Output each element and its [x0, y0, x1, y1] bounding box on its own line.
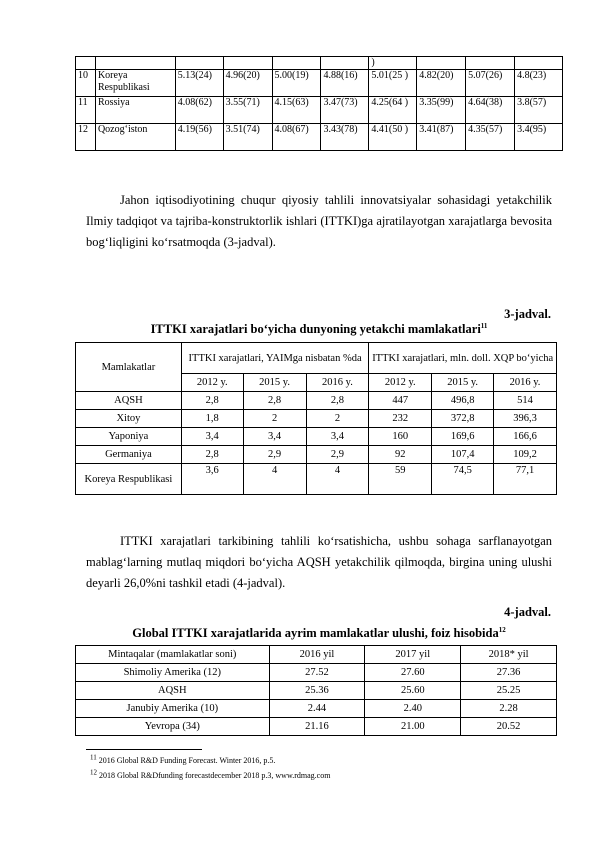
table-row: ): [76, 57, 563, 70]
footnote-divider: [86, 749, 202, 750]
footnote-ref: 12: [498, 625, 506, 634]
table-header-row: [76, 646, 557, 664]
footnote-ref: 11: [480, 321, 488, 330]
column-header: 2016 y.: [494, 374, 557, 392]
table-row: Shimoliy Amerika (12) 27.52 27.60 27.36: [76, 664, 557, 682]
global-share-table: [75, 645, 557, 736]
column-header: 2015 y.: [432, 374, 494, 392]
table-row: Germaniya 2,8 2,9 2,9 92 107,4 109,2: [76, 446, 557, 464]
rd-expenditure-table: [75, 342, 557, 495]
column-header: 2016 yil: [269, 646, 365, 664]
table-row: Xitoy 1,8 2 2 232 372,8 396,3: [76, 410, 557, 428]
table-row: 10 Koreya Respublikasi 5.13(24) 4.96(20) 5.00(19) 4.88(16) 5.01(25 ) 4.82(20) 5.07(26) 4.8(23): [76, 70, 563, 97]
table-title: ITTKI xarajatlari bo‘yicha dunyoning yetakchi mamlakatlari$^{11}$: [150, 321, 488, 336]
column-header: Mintaqalar (mamlakatlar soni): [76, 646, 270, 664]
table-row: Yaponiya 3,4 3,4 3,4 160 169,6 166,6: [76, 428, 557, 446]
table-row: Yevropa (34) 21.16 21.00 20.52: [76, 718, 557, 736]
table-row: AQSH 25.36 25.60 25.25: [76, 682, 557, 700]
footnote: $^{12}$ 2018 Global R&Dfunding forecastdecember 2018 p.3, www.rdmag.com: [90, 768, 331, 780]
column-header: Mamlakatlar: [76, 343, 182, 392]
table-row: 11 Rossiya 4.08(62) 3.55(71) 4.15(63) 3.47(73) 4.25(64 ) 3.35(99) 4.64(38) 3.8(57): [76, 97, 563, 124]
column-header: 2016 y.: [306, 374, 369, 392]
body-paragraph: ITTKI xarajatlari tarkibining tahlili ko‘rsatishicha, ushbu sohaga sarflanayotgan mablag‘larning mutlaq miqdori bo‘yicha AQSH yetakchilik qilmoqda, birgina uning ulushi deyarli 26,0%ni tashkil etadi (4-jadval).: [86, 534, 552, 590]
table-title: Global ITTKI xarajatlarida ayrim mamlakatlar ulushi, foiz hisobida$^{12}$: [132, 625, 506, 640]
table-row: Janubiy Amerika (10) 2.44 2.40 2.28: [76, 700, 557, 718]
column-header: 2012 y.: [181, 374, 243, 392]
column-header: ITTKI xarajatlari, YAIMga nisbatan %da: [181, 343, 369, 374]
table-header-row: [76, 343, 557, 374]
table-label: 3-jadval.: [504, 307, 551, 321]
body-paragraph: Jahon iqtisodiyotining chuqur qiyosiy tahlili innovatsiyalar sohasidagi yetakchilik Ilmiy tadqiqot va tajriba-konstruktorlik ishlari (ITTKI)ga ajratilayotgan xarajatlarga bevosita bog‘liqligini ko‘rsatmoqda (3-jadval).: [86, 193, 552, 249]
table-row: 12 Qozog‘iston 4.19(56) 3.51(74) 4.08(67) 3.43(78) 4.41(50 ) 3.41(87) 4.35(57) 3.4(95): [76, 124, 563, 151]
column-header: 2015 y.: [243, 374, 306, 392]
ranking-table: [75, 56, 563, 151]
table-label: 4-jadval.: [504, 605, 551, 619]
column-header: 2018* yil: [461, 646, 557, 664]
table-row: AQSH 2,8 2,8 2,8 447 496,8 514: [76, 392, 557, 410]
column-header: 2012 y.: [369, 374, 432, 392]
table-row: Koreya Respublikasi 3,6 4 4 59 74,5 77,1: [76, 464, 557, 495]
footnote: $^{11}$ 2016 Global R&D Funding Forecast. Winter 2016, p.5.: [90, 753, 276, 765]
column-header: 2017 yil: [365, 646, 461, 664]
column-header: ITTKI xarajatlari, mln. doll. XQP bo‘yicha: [369, 343, 557, 374]
